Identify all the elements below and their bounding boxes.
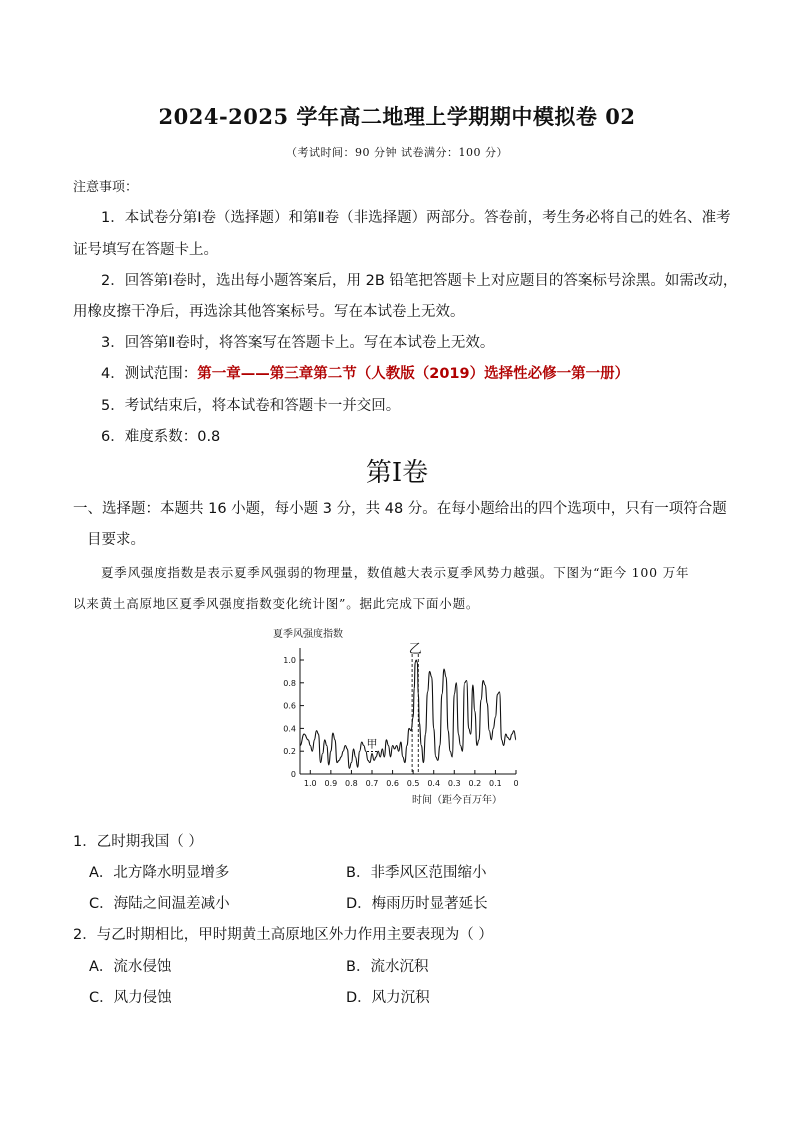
section-instructions-line-1: 一、选择题：本题共 16 小题，每小题 3 分，共 48 分。在每小题给出的四个选项中，只有一项符合题 xyxy=(73,501,727,517)
note-4 xyxy=(101,362,629,383)
y-tick-label: 0 xyxy=(290,770,296,779)
question-2-stem: 2．与乙时期相比，甲时期黄土高原地区外力作用主要表现为（ ） xyxy=(73,927,493,943)
section-instructions-line-2: 目要求。 xyxy=(87,532,145,548)
note-2-line-1: 2．回答第Ⅰ卷时，选出每小题答案后，用 2B 铅笔把答题卡上对应题目的答案标号涂黑。如需改动， xyxy=(101,273,738,289)
test-range: 第一章——第三章第二节（人教版（2019）选择性必修一第一册） xyxy=(197,366,630,382)
exam-info: （考试时间：90 分钟 试卷满分：100 分） xyxy=(286,146,508,159)
note-1-line-1: 1．本试卷分第Ⅰ卷（选择题）和第Ⅱ卷（非选择题）两部分。答卷前，考生务必将自己的姓名、准考 xyxy=(101,210,731,226)
page-title: 2024-2025 学年高二地理上学期期中模拟卷 02 xyxy=(158,104,636,129)
x-tick-label: 0.7 xyxy=(365,779,379,788)
x-axis-label: 时间（距今百万年） xyxy=(412,795,502,806)
y-tick-label: 0.4 xyxy=(283,724,296,734)
x-tick-label: 0.8 xyxy=(345,779,358,788)
annotation-jia-label: 甲 xyxy=(366,737,378,751)
x-tick-label: 0.6 xyxy=(386,779,399,788)
passage-line-1: 夏季风强度指数是表示夏季风强弱的物理量，数值越大表示夏季风势力越强。下图为“距今 100 万年 xyxy=(101,565,690,580)
y-tick-label: 0.6 xyxy=(283,701,296,711)
note-3: 3．回答第Ⅱ卷时，将答案写在答题卡上。写在本试卷上无效。 xyxy=(101,335,495,351)
x-tick-label: 0 xyxy=(513,779,519,788)
note-1-line-2: 证号填写在答题卡上。 xyxy=(73,242,218,258)
x-tick-label: 0.1 xyxy=(489,779,502,788)
x-tick-label: 0.4 xyxy=(427,779,441,788)
x-tick-label: 0.9 xyxy=(324,779,338,788)
x-tick-label: 1.0 xyxy=(303,779,317,788)
question-2-option-b[interactable]: B．流水沉积 xyxy=(346,959,429,975)
annotation-yi-label: 乙 xyxy=(408,642,422,657)
note-4-prefix: 4．测试范围： xyxy=(101,366,198,382)
monsoon-index-chart xyxy=(260,620,540,820)
x-tick-label: 0.3 xyxy=(447,779,461,788)
question-2-option-c[interactable]: C．风力侵蚀 xyxy=(89,990,172,1006)
question-2-option-d[interactable]: D．风力沉积 xyxy=(346,990,430,1006)
question-2-option-a[interactable]: A．流水侵蚀 xyxy=(89,959,172,975)
note-6: 6．难度系数：0.8 xyxy=(101,429,221,445)
passage-line-2: 以来黄土高原地区夏季风强度指数变化统计图”。据此完成下面小题。 xyxy=(73,596,480,611)
y-axis-label: 夏季风强度指数 xyxy=(273,629,343,640)
note-5: 5．考试结束后，将本试卷和答题卡一并交回。 xyxy=(101,398,401,414)
note-2-line-2: 用橡皮擦干净后，再选涂其他答案标号。写在本试卷上无效。 xyxy=(73,304,465,320)
question-1-stem: 1．乙时期我国（ ） xyxy=(73,834,203,850)
notes-heading: 注意事项： xyxy=(73,180,139,195)
x-tick-label: 0.5 xyxy=(406,779,420,788)
y-tick-label: 0.2 xyxy=(283,747,296,757)
question-1-option-d[interactable]: D．梅雨历时显著延长 xyxy=(346,896,488,912)
question-1-option-c[interactable]: C．海陆之间温差减小 xyxy=(89,896,230,912)
y-tick-label: 1.0 xyxy=(283,656,296,665)
question-1-option-b[interactable]: B．非季风区范围缩小 xyxy=(346,865,487,881)
question-1-option-a[interactable]: A．北方降水明显增多 xyxy=(89,865,230,881)
section-title: 第Ⅰ卷 xyxy=(365,458,429,488)
y-tick-label: 0.8 xyxy=(283,678,296,688)
series-line-0 xyxy=(300,660,516,768)
x-tick-label: 0.2 xyxy=(468,779,482,788)
